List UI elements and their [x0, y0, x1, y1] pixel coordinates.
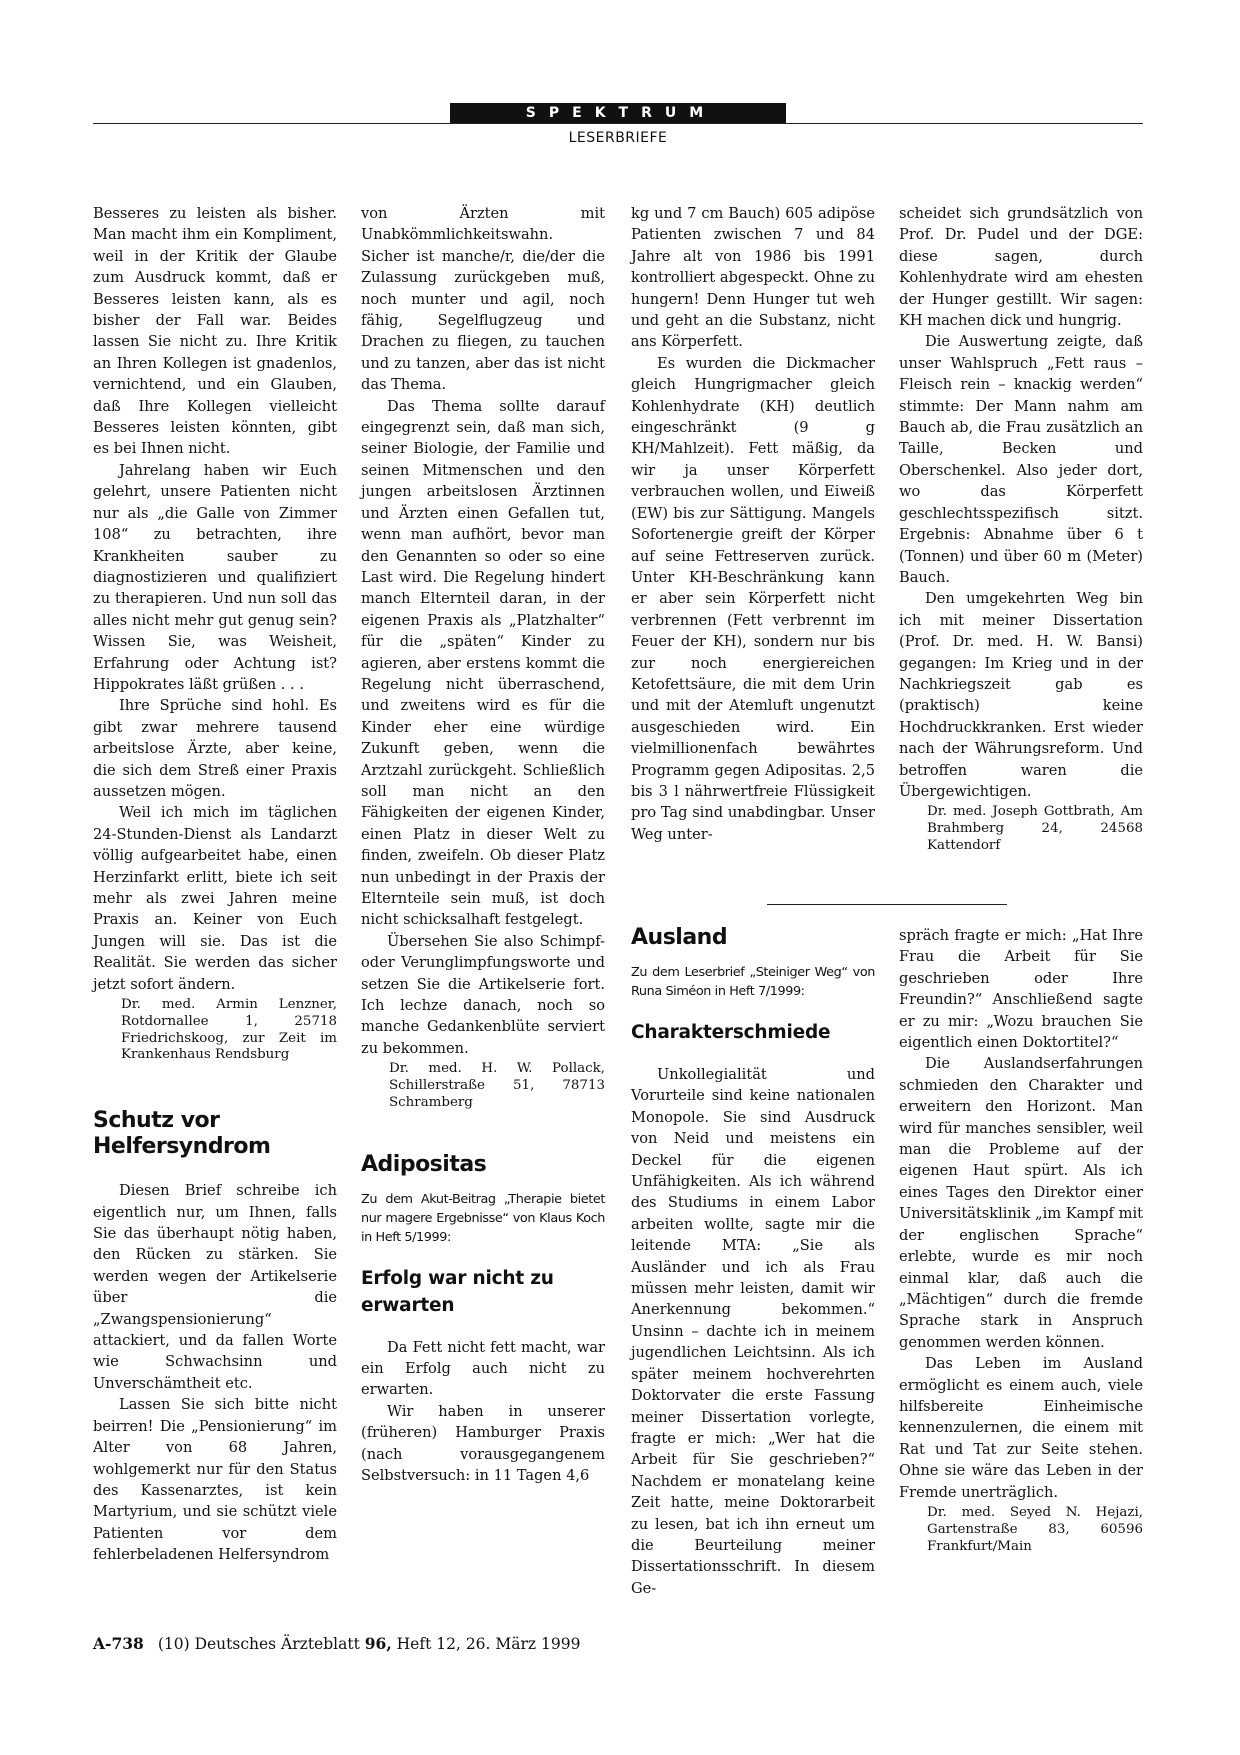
- column-4: [899, 203, 1143, 855]
- letter-signature: Dr. med. Seyed N. Hejazi, Gartenstraße 83, 60596 Frankfurt/Main: [927, 1504, 1143, 1554]
- footer-volume: 96,: [364, 1634, 392, 1653]
- letter-subheading: Charakterschmiede: [631, 1022, 831, 1043]
- page-footer: [93, 1634, 580, 1653]
- paragraph: Das Thema sollte darauf eingegrenzt sein, daß man sich, seiner Biologie, der Familie und seinen Mitmenschen und den jungen arbeitslosen Ärztinnen und Ärzten einen Gefallen tut, wenn man aufhört, bevor man den Genannten so oder so eine Last wird. Die Regelung hindert manch Elternteil daran, in der eigenen Praxis als „Platzhalter“ für die „späten“ Kinder zu agieren, aber erstens kommt die Regelung nicht überraschend, und zweitens wird es für die Kinder eher eine würdige Zukunft geben, wenn die Arztzahl zurückgeht. Schließlich soll man nicht an den Fähigkeiten der eigenen Kinder, einen Platz in dieser Welt zu finden, zweifeln. Ob dieser Platz nun unbedingt in der Praxis der Elternteile sein muß, ist doch nicht schicksalhaft festgelegt.: [361, 397, 605, 929]
- paragraph: Die Auslandserfahrungen schmieden den Charakter und erweitern den Horizont. Man wird für manches sensibler, weil man die Probleme auf der eigenen Haut spürt. Als ich eines Tages den Direktor einer Universitätsklinik „im Kampf mit der englischen Sprache“ erlebte, wurde es mir noch einmal klar, daß auch die „Mächtigen“ durch die fremde Sprache stark in Anspruch genommen werden können.: [899, 1055, 1143, 1351]
- footer-issue: Heft 12, 26. März 1999: [396, 1635, 581, 1653]
- paragraph: Den umgekehrten Weg bin ich mit meiner Dissertation (Prof. Dr. med. H. W. Bansi) gegangen: Im Krieg und in der Nachkriegszeit gab es (praktisch) keine Hochdruckkranken. Erst wieder nach der Währungsreform. Und betroffen waren die Übergewichtigen.: [899, 590, 1143, 800]
- paragraph: Ihre Sprüche sind hohl. Es gibt zwar mehrere tausend arbeitslose Ärzte, aber keine, die sich dem Streß einer Praxis aussetzen mögen.: [93, 697, 337, 800]
- reference-note: Zu dem Leserbrief „Steiniger Weg“ von Runa Siméon in Heft 7/1999:: [631, 965, 875, 999]
- paragraph: spräch fragte er mich: „Hat Ihre Frau die Arbeit für Sie geschrieben oder Ihre Freundin?“ Anschließend sagte er zu mir: „Wozu brauchen Sie eigentlich einen Doktortitel?“: [899, 927, 1143, 1052]
- paragraph: Weil ich mich im täglichen 24-Stunden-Dienst als Landarzt völlig aufgearbeitet habe, einen Herzinfarkt erlitt, biete ich seit mehr als zwei Jahren meine Praxis an. Keiner von Euch Jungen will sie. Das ist die Realität. Sie werden das sicher jetzt sofort ändern.: [93, 804, 337, 993]
- paragraph: scheidet sich grundsätzlich von Prof. Dr. Pudel und der DGE: diese sagen, durch Kohlenhydrate wird am ehesten der Hunger gestillt. Wir sagen: KH machen dick und hungrig.: [899, 205, 1143, 330]
- column-2: [361, 203, 605, 1486]
- paragraph: Das Leben im Ausland ermöglicht es einem auch, viele hilfsbereite Einheimische kennenzulernen, die einem mit Rat und Tat zur Seite stehen. Ohne sie wäre das Leben in der Fremde unerträglich.: [899, 1355, 1143, 1501]
- section-banner: SPEKTRUM: [450, 103, 786, 123]
- column-1: [93, 203, 337, 1566]
- column-3: [631, 203, 875, 845]
- paragraph: Da Fett nicht fett macht, war ein Erfolg auch nicht zu erwarten.: [361, 1338, 605, 1399]
- paragraph: Besseres zu leisten als bisher. Man macht ihm ein Kompliment, weil in der Kritik der Glaube zum Ausdruck kommt, daß er Besseres leisten kann, als es bisher der Fall war. Beides lassen Sie nicht zu. Ihre Kritik an Ihren Kollegen ist gnadenlos, vernichtend, und ein Glauben, daß Ihre Kollegen vielleicht Besseres leisten könnten, gibt es bei Ihnen nicht.: [93, 205, 337, 458]
- page-number: A-738: [93, 1634, 144, 1653]
- column-3-lower: [631, 925, 875, 1599]
- paragraph: kg und 7 cm Bauch) 605 adipöse Patienten zwischen 7 und 84 Jahre alt von 1986 bis 1991 kontrolliert abgespeckt. Ohne zu hungern! Denn Hunger tut weh und geht an die Substanz, nicht ans Körperfett.: [631, 205, 875, 351]
- paragraph: Jahrelang haben wir Euch gelehrt, unsere Patienten nicht nur als „die Galle von Zimmer 108“ zu betrachten, ihre Krankheiten sauber zu diagnostizieren und qualifiziert zu therapieren. Und nun soll das alles nicht mehr gut genug sein? Wissen Sie, was Weisheit, Erfahrung oder Achtung ist? Hippokrates läßt grüßen . . .: [93, 461, 337, 693]
- letter-heading: Schutz vor Helfersyndrom: [93, 1108, 271, 1160]
- paragraph: Es wurden die Dickmacher gleich Hungrigmacher gleich Kohlenhydrate (KH) deutlich eingeschränkt (9 g KH/Mahlzeit). Fett mäßig, da wir ja unser Körperfett verbrauchen wollen, und Eiweiß (EW) bis zur Sättigung. Mangels Sofortenergie greift der Körper auf seine Fettreserven zurück. Unter KH-Beschränkung kann er aber sein Körperfett nicht verbrennen (Fett verbrennt im Feuer der KH), sondern nur bis zur noch energiereichen Ketofettsäure, die mit dem Urin und mit der Atemluft ungenutzt ausgeschieden wird. Ein vielmillionenfach bewährtes Programm gegen Adipositas. 2,5 bis 3 l nährwertfreie Flüssigkeit pro Tag sind unabdingbar. Unser Weg unter-: [631, 354, 875, 843]
- paragraph: Diesen Brief schreibe ich eigentlich nur, um Ihnen, falls Sie das überhaupt nötig haben, den Rücken zu stärken. Sie werden wegen der Artikelserie über die „Zwangspensionierung“ attackiert, und da fallen Worte wie Schwachsinn und Unverschämtheit etc.: [93, 1182, 337, 1392]
- section-heading: Adipositas: [361, 1151, 487, 1177]
- column-4-lower: [899, 925, 1143, 1555]
- letter-signature: Dr. med. Armin Lenzner, Rotdornallee 1, 25718 Friedrichskoog, zur Zeit im Krankenhaus Rendsburg: [121, 997, 337, 1063]
- paragraph: von Ärzten mit Unabkömmlichkeitswahn. Sicher ist manche/r, die/der die Zulassung zurückgeben muß, noch munter und agil, noch fähig, Segelflugzeug und Drachen zu fliegen, zu tauchen und zu tanzen, aber das ist nicht das Thema.: [361, 205, 605, 394]
- paragraph: Unkollegialität und Vorurteile sind keine nationalen Monopole. Sie sind Ausdruck von Neid und meistens ein Deckel für die eigenen Unfähigkeiten. Als ich während des Studiums in einem Labor arbeiten wollte, sagte mir die leitende MTA: „Sie als Ausländer und ich als Frau müssen mehr leisten, damit wir Anerkennung bekommen.“ Unsinn – dachte ich in meinem jugendlichen Leichtsinn. Als ich später meinem hochverehrten Doktorvater die erste Fassung meiner Dissertation vorlegte, fragte er mich: „Wer hat die Arbeit für Sie geschrieben?“ Nachdem er monatelang keine Zeit hatte, meine Doktorarbeit zu lesen, bat ich ihn erneut um die Beurteilung meiner Dissertationsschrift. In diesem Ge-: [631, 1066, 875, 1597]
- paragraph: Lassen Sie sich bitte nicht beirren! Die „Pensionierung“ im Alter von 68 Jahren, wohlgemerkt nur für den Status des Kassenarztes, ist kein Martyrium, und sie schützt viele Patienten vor dem fehlerbeladenen Helfersyndrom: [93, 1396, 337, 1564]
- letter-subheading: Erfolg war nicht zu erwarten: [361, 1267, 554, 1316]
- letter-signature: Dr. med. Joseph Gottbrath, Am Brahmberg 24, 24568 Kattendorf: [927, 804, 1143, 853]
- header-rule: [93, 123, 1143, 124]
- footer-journal: (10) Deutsches Ärzteblatt: [157, 1635, 360, 1653]
- paragraph: Wir haben in unserer (früheren) Hamburger Praxis (nach vorausgegangenem Selbstversuch: in 11 Tagen 4,6: [361, 1402, 605, 1485]
- paragraph: Übersehen Sie also Schimpf- oder Verunglimpfungsworte und setzen Sie die Artikelserie fort. Ich lechze danach, noch so manche Gedankenblüte serviert zu bekommen.: [361, 932, 605, 1057]
- section-subtitle: LESERBRIEFE: [568, 130, 668, 146]
- paragraph: Die Auswertung zeigte, daß unser Wahlspruch „Fett raus – Fleisch rein – knackig werden“ stimmte: Der Mann nahm am Bauch ab, die Frau zusätzlich an Taille, Becken und Oberschenkel. Also jeder dort, wo das Körperfett geschlechtsspezifisch sitzt. Ergebnis: Abnahme über 6 t (Tonnen) und über 60 m (Meter) Bauch.: [899, 333, 1143, 586]
- section-divider: [767, 904, 1007, 905]
- reference-note: Zu dem Akut-Beitrag „Therapie bietet nur magere Ergebnisse“ von Klaus Koch in Heft 5/1999:: [361, 1191, 605, 1245]
- section-heading: Ausland: [631, 925, 728, 950]
- letter-signature: Dr. med. H. W. Pollack, Schillerstraße 51, 78713 Schramberg: [389, 1061, 605, 1110]
